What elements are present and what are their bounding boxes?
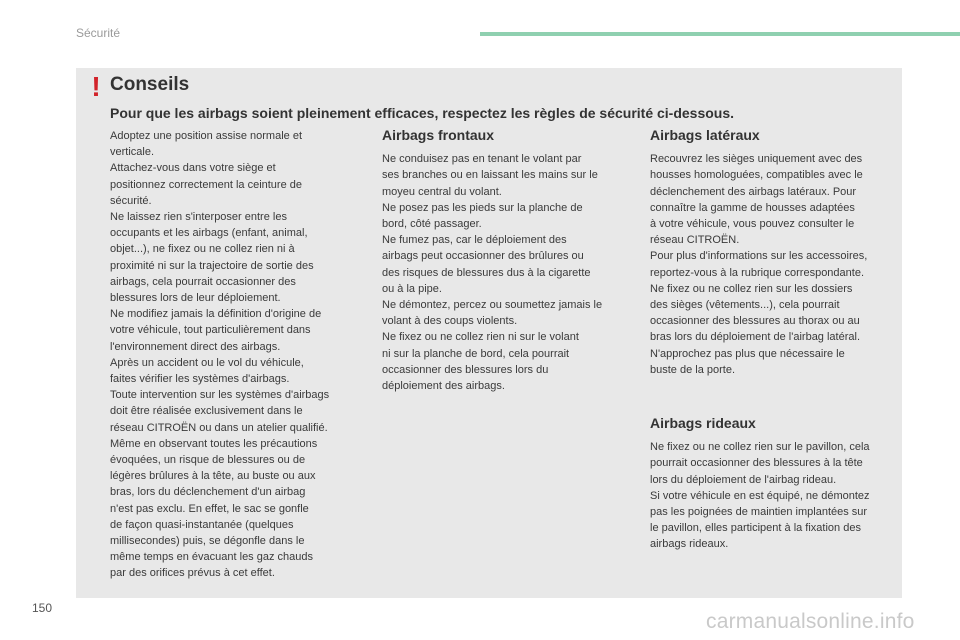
curtain-airbags-heading: Airbags rideaux	[650, 415, 756, 431]
exclamation-icon: !	[91, 71, 101, 102]
curtain-airbags-text: Ne fixez ou ne collez rien sur le pavillon, cela pourrait occasionner des blessures à la tête lors du déploiement de l'airbag rideau. Si votre véhicule en est équipé, ne démontez pas les poignées de maintien implantées sur le pavillon, elles participent à la fixation des airbags rideaux.	[650, 441, 870, 551]
panel-title: Conseils	[110, 74, 190, 95]
general-advice-text: Adoptez une position assise normale et verticale. Attachez-vous dans votre siège et positionnez correctement la ceinture de sécurité. Ne laissez rien s'interposer entre les occupants et les airbags (enfant, animal, objet...), ne fixez ou ne collez rien ni à proximité ni sur la trajectoire de sortie des airbags, cela pourrait occasionner des blessures lors de leur déploiement. Ne modifiez jamais la définition d'origine de votre véhicule, tout particulièrement dans l'environnement direct des airbags. Après un accident ou le vol du véhicule, faites vérifier les systèmes d'airbags. Toute intervention sur les systèmes d'airbags doit être réalisée exclusivement dans le réseau CITROËN ou dans un atelier qualifié. Même en observant toutes les précautions évoquées, un risque de blessures ou de légères brûlures à la tête, au buste ou aux bras, lors du déclenchement d'un airbag n'est pas exclu. En effet, le sac se gonfle de façon quasi-instantanée (quelques millisecondes) puis, se dégonfle dans le même temps en évacuant les gaz chauds par des orifices prévus à cet effet.	[110, 130, 330, 580]
frontal-airbags-column	[382, 127, 637, 394]
frontal-airbags-heading: Airbags frontaux	[382, 127, 495, 143]
frontal-airbags-text: Ne conduisez pas en tenant le volant par ses branches ou en laissant les mains sur le moyeu central du volant. Ne posez pas les pieds sur la planche de bord, côté passager. Ne fumez pas, car le déploiement des airbags peut occasionner des brûlures ou des risques de blessures dus à la cigarette ou à la pipe. Ne démontez, percez ou soumettez jamais le volant à des coups violents. Ne fixez ou ne collez rien ni sur le volant ni sur la planche de bord, cela pourrait occasionner des blessures lors du déploiement des airbags.	[382, 153, 603, 393]
page-number: 150	[32, 601, 53, 615]
header-accent-bar	[480, 32, 960, 36]
side-airbags-heading: Airbags latéraux	[650, 127, 760, 143]
side-airbags-column	[650, 127, 902, 378]
side-airbags-text: Recouvrez les sièges uniquement avec des housses homologuées, compatibles avec le déclenchement des airbags latéraux. Pour connaître la gamme de housses adaptées à votre véhicule, vous pouvez consulter le réseau CITROËN. Pour plus d'informations sur les accessoires, reportez-vous à la rubrique correspondante. Ne fixez ou ne collez rien sur les dossiers des sièges (vêtements...), cela pourrait occasionner des blessures au thorax ou au bras lors du déploiement de l'airbag latéral. N'approchez pas plus que nécessaire le buste de la porte.	[650, 153, 868, 376]
curtain-airbags-column	[650, 415, 902, 553]
panel-subtitle: Pour que les airbags soient pleinement efficaces, respectez les règles de sécurité ci-dessous.	[110, 105, 735, 121]
section-label: Sécurité	[76, 26, 121, 40]
general-advice-column	[110, 128, 365, 582]
watermark: carmanualsonline.info	[706, 610, 915, 633]
